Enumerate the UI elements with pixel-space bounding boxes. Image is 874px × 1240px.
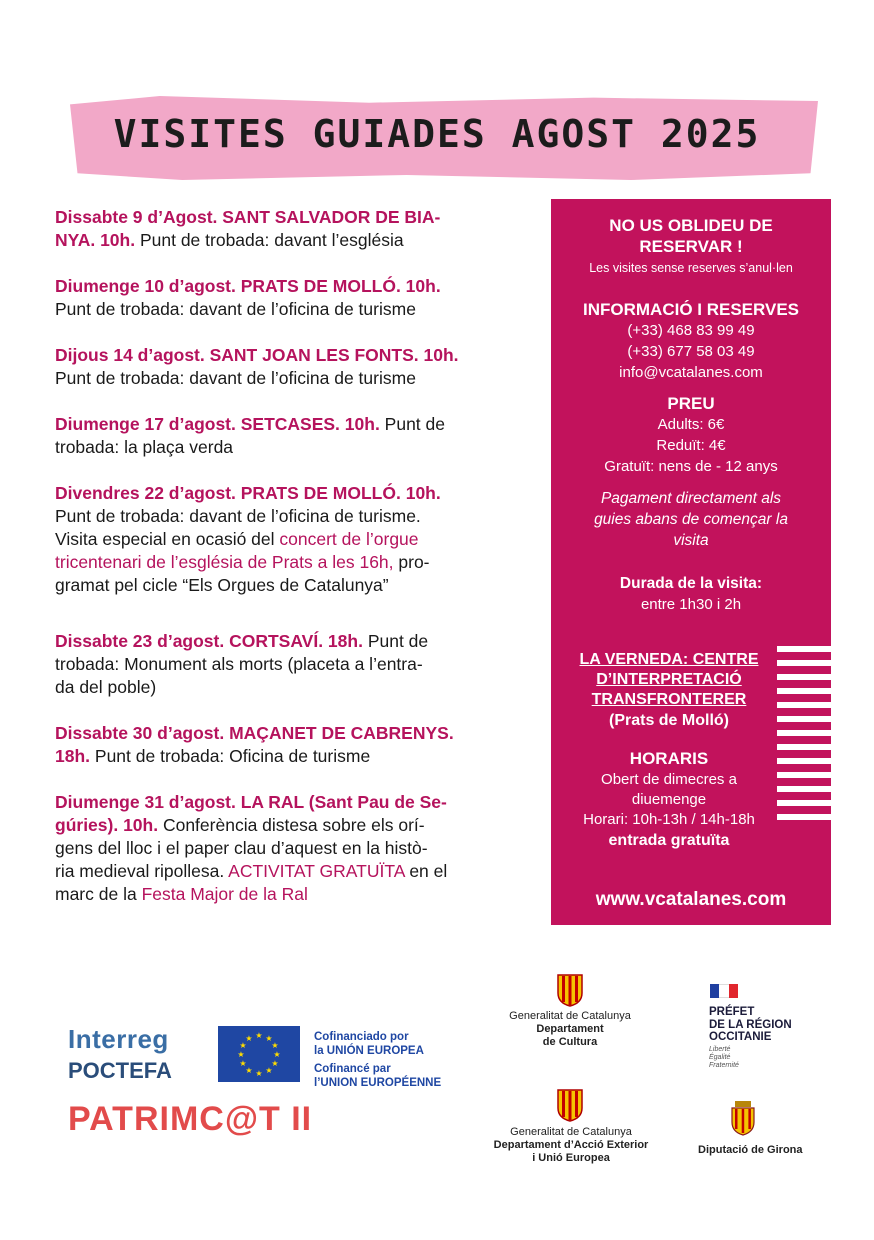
centre-place: (Prats de Molló) (608, 712, 729, 729)
event-highlight: Diumenge 10 d’agost. PRATS DE MOLLÓ. 10h. (55, 276, 441, 296)
gencat-cultura-logo (490, 1010, 650, 1049)
payment-note-2: guies abans de començar la (594, 511, 788, 528)
event-text: marc de la (55, 884, 142, 904)
gencat-cultura-line-1: Generalitat de Catalunya (509, 1010, 631, 1022)
event-highlight: Festa Major de la Ral (141, 884, 308, 904)
cofin-fr-1: Cofinancé par (314, 1063, 391, 1075)
event-text: gens del lloc i el paper clau d’aquest en la histò- (55, 838, 428, 858)
event-highlight: gúries). 10h. (55, 815, 159, 835)
hours-line-2: diuemenge (631, 791, 707, 808)
gencat-exterior-logo (486, 1126, 656, 1165)
event-text: en el (404, 861, 448, 881)
event-item (55, 344, 523, 390)
hours-heading: HORARIS (629, 749, 709, 768)
event-text: Punt de trobada: Oficina de turisme (90, 746, 371, 766)
event-highlight: Dissabte 23 d’agost. CORTSAVÍ. 18h. (55, 631, 363, 651)
event-highlight: Diumenge 31 d’agost. LA RAL (Sant Pau de Se- (55, 792, 447, 812)
reserve-note: Les visites sense reserves s’anul·len (589, 261, 793, 275)
event-highlight: Divendres 22 d’agost. PRATS DE MOLLÓ. 10h. (55, 483, 441, 503)
svg-text:★: ★ (237, 1050, 245, 1059)
event-text: Punt de trobada: davant de l’oficina de turisme. (55, 506, 421, 526)
website-link[interactable]: www.vcatalanes.com (595, 889, 787, 910)
poctefa-logo: POCTEFA (68, 1058, 172, 1083)
cofin-es-1: Cofinanciado por (314, 1031, 409, 1043)
event-text: trobada: la plaça verda (55, 437, 234, 457)
event-text: pro- (393, 552, 430, 572)
event-item (55, 413, 523, 459)
prefet-motto-3: Fraternité (709, 1061, 739, 1069)
svg-text:★: ★ (245, 1066, 253, 1075)
event-text: da del poble) (55, 677, 157, 697)
hours-line-3: Horari: 10h-13h / 14h-18h (583, 811, 755, 828)
svg-text:★: ★ (255, 1031, 263, 1040)
event-text: Punt de trobada: davant de l’oficina de turisme (55, 299, 416, 319)
eu-flag-icon (218, 1026, 300, 1082)
gencat-exterior-line-2: Departament d’Acció Exterior (493, 1139, 649, 1151)
svg-text:★: ★ (255, 1069, 263, 1078)
gencat-cultura-line-3: de Cultura (542, 1036, 598, 1048)
event-text: gramat pel cicle “Els Orgues de Catalunya” (55, 575, 389, 595)
interreg-logo: Interreg (68, 1024, 169, 1054)
price-reduced: Reduït: 4€ (656, 437, 726, 454)
event-item (55, 206, 523, 252)
event-text: Punt de (362, 631, 429, 651)
centre-heading-3: TRANSFRONTERER (591, 691, 747, 708)
cofin-es-2: la UNIÓN EUROPEA (314, 1045, 424, 1057)
payment-note-3: visita (673, 532, 709, 549)
event-highlight: concert de l’orgue (279, 529, 419, 549)
entry-free: entrada gratuïta (608, 832, 730, 849)
event-highlight: Diumenge 17 d’agost. SETCASES. 10h. (55, 414, 380, 434)
reserve-heading-1: NO US OBLIDEU DE (609, 216, 773, 235)
event-text: Visita especial en ocasió del (55, 529, 280, 549)
event-item (55, 275, 523, 321)
event-text: Punt de (379, 414, 446, 434)
svg-text:★: ★ (239, 1041, 247, 1050)
email-link[interactable]: info@vcatalanes.com (619, 364, 763, 381)
event-text: Punt de trobada: davant l’església (135, 230, 404, 250)
prefet-line-1: PRÉFET (709, 1006, 755, 1018)
diputacio-girona-logo: Diputació de Girona (698, 1144, 803, 1156)
svg-text:★: ★ (271, 1041, 279, 1050)
info-box (551, 199, 831, 925)
event-highlight: Dissabte 9 d’Agost. SANT SALVADOR DE BIA- (55, 207, 441, 227)
phone-2[interactable]: (+33) 677 58 03 49 (627, 343, 755, 360)
contact-heading: INFORMACIÓ I RESERVES (583, 300, 799, 319)
svg-text:★: ★ (265, 1034, 273, 1043)
phone-1[interactable]: (+33) 468 83 99 49 (627, 322, 755, 339)
event-item (55, 630, 523, 699)
reserve-heading-2: RESERVAR ! (639, 237, 743, 256)
french-flag-icon (710, 984, 738, 998)
event-highlight: NYA. 10h. (55, 230, 136, 250)
svg-text:★: ★ (265, 1066, 273, 1075)
event-item (55, 791, 523, 906)
event-text: Punt de trobada: davant de l’oficina de turisme (55, 368, 416, 388)
prefet-motto-1: Liberté (709, 1045, 731, 1053)
event-list (55, 206, 523, 906)
centre-heading-1: LA VERNEDA: CENTRE (579, 651, 759, 668)
price-free: Gratuït: nens de - 12 anys (604, 458, 778, 475)
event-item (55, 482, 523, 597)
svg-text:★: ★ (271, 1059, 279, 1068)
cofin-fr-2: l’UNION EUROPÉENNE (314, 1077, 442, 1089)
event-highlight: tricentenari de l’església de Prats a les 16h, (55, 552, 394, 572)
event-text: trobada: Monument als morts (placeta a l’entra- (55, 654, 423, 674)
hours-line-1: Obert de dimecres a (601, 771, 737, 788)
event-highlight: Dissabte 30 d’agost. MAÇANET DE CABRENYS. (55, 723, 454, 743)
svg-text:★: ★ (239, 1059, 247, 1068)
svg-text:★: ★ (273, 1050, 281, 1059)
patrimcat-logo: PATRIMC@T II (68, 1100, 313, 1138)
gencat-cultura-line-2: Departament (536, 1023, 604, 1035)
event-highlight: Dijous 14 d’agost. SANT JOAN LES FONTS. 10h. (55, 345, 459, 365)
gencat-exterior-line-1: Generalitat de Catalunya (510, 1126, 632, 1138)
page-title: VISITES GUIADES AGOST 2025 (113, 112, 761, 156)
gencat-shield-icon (556, 973, 584, 1011)
prefet-motto-2: Égalité (709, 1053, 731, 1061)
event-highlight: 18h. (55, 746, 91, 766)
prefet-line-2: DE LA RÉGION (709, 1018, 792, 1031)
price-adults: Adults: 6€ (657, 416, 725, 433)
event-item (55, 722, 523, 768)
duration-heading: Durada de la visita: (619, 575, 763, 592)
event-text: Conferència distesa sobre els orí- (158, 815, 425, 835)
centre-heading-2: D’INTERPRETACIÓ (596, 671, 742, 688)
event-text: ria medieval ripollesa. (55, 861, 229, 881)
gencat-shield-icon (556, 1088, 584, 1126)
prefet-line-3: OCCITANIE (709, 1031, 772, 1043)
event-highlight: ACTIVITAT GRATUÏTA (228, 861, 405, 881)
prefet-logo (709, 1006, 792, 1070)
gencat-exterior-line-3: i Unió Europea (532, 1152, 610, 1164)
duration-value: entre 1h30 i 2h (640, 596, 742, 613)
svg-text:★: ★ (245, 1034, 253, 1043)
price-heading: PREU (667, 394, 715, 413)
girona-crest-icon (730, 1100, 756, 1140)
payment-note-1: Pagament directament als (600, 490, 782, 507)
